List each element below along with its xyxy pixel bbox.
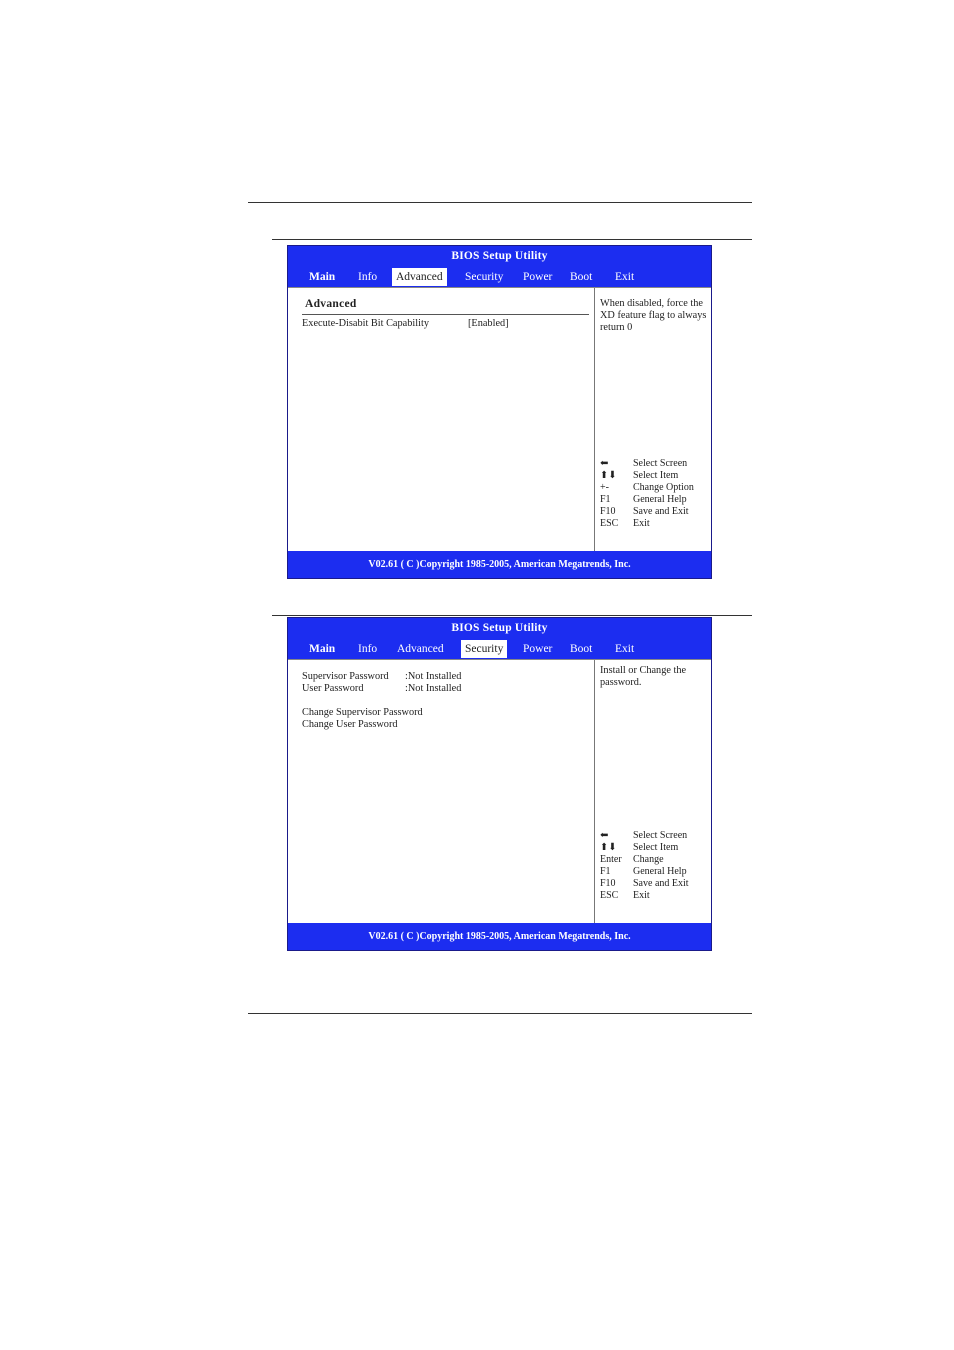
key-f10: F10 (600, 506, 616, 517)
key-esc: ESC (600, 890, 619, 901)
menu-tab-info[interactable]: Info (358, 271, 378, 283)
help-pane (595, 288, 711, 553)
figure-2-top-rule (272, 615, 752, 616)
bios-menu-bar (288, 639, 711, 659)
section-title: Advanced (305, 298, 357, 310)
help-text: When disabled, force the XD feature flag to always return 0 (600, 298, 707, 333)
bios-screen-security (287, 617, 712, 951)
menu-tab-main[interactable]: Main (309, 643, 336, 655)
page-footer-rule (248, 1013, 752, 1014)
key-f1: F1 (600, 866, 611, 877)
key-f1: F1 (600, 494, 611, 505)
status-label-supervisor-password: Supervisor Password (302, 671, 389, 682)
change-supervisor-password-item[interactable]: Change Supervisor Password (302, 707, 423, 718)
key-desc-select-screen: Select Screen (633, 830, 688, 841)
menu-tab-exit[interactable]: Exit (615, 271, 635, 283)
bios-copyright-footer: V02.61 ( C )Copyright 1985-2005, American Megatrends, Inc. (288, 551, 711, 578)
key-up-down-arrow-icon: ⬆⬇ (600, 470, 617, 481)
key-desc-save-exit: Save and Exit (633, 878, 689, 889)
key-desc-change-option: Change Option (633, 482, 694, 493)
help-text: Install or Change the password. (600, 665, 687, 688)
key-f10: F10 (600, 878, 616, 889)
key-plus-minus: +- (600, 482, 609, 493)
key-desc-select-item: Select Item (633, 470, 679, 481)
status-label-user-password: User Password (302, 683, 364, 694)
menu-tab-advanced[interactable]: Advanced (392, 268, 447, 286)
key-left-arrow-icon: ⬅ (600, 830, 609, 841)
menu-tab-boot[interactable]: Boot (570, 271, 593, 283)
menu-tab-advanced[interactable]: Advanced (397, 643, 444, 655)
menu-tab-exit[interactable]: Exit (615, 643, 635, 655)
section-divider (302, 314, 589, 315)
menu-tab-boot[interactable]: Boot (570, 643, 593, 655)
bios-screen-advanced (287, 245, 712, 579)
bios-content (288, 659, 711, 925)
bios-content (288, 287, 711, 553)
change-user-password-item[interactable]: Change User Password (302, 719, 398, 730)
key-desc-save-exit: Save and Exit (633, 506, 689, 517)
bios-menu-bar (288, 267, 711, 287)
menu-tab-power[interactable]: Power (523, 643, 553, 655)
key-up-down-arrow-icon: ⬆⬇ (600, 842, 617, 853)
help-pane (595, 660, 711, 925)
setting-label-execute-disable-bit[interactable]: Execute-Disabit Bit Capability (302, 318, 429, 329)
bios-title: BIOS Setup Utility (288, 618, 711, 639)
key-desc-general-help: General Help (633, 866, 687, 877)
settings-pane (288, 288, 595, 553)
key-desc-exit: Exit (633, 890, 650, 901)
settings-pane (288, 660, 595, 925)
menu-tab-security[interactable]: Security (465, 271, 504, 283)
bios-copyright-footer: V02.61 ( C )Copyright 1985-2005, American Megatrends, Inc. (288, 923, 711, 950)
key-desc-general-help: General Help (633, 494, 687, 505)
key-desc-select-screen: Select Screen (633, 458, 688, 469)
figure-1-top-rule (272, 239, 752, 240)
key-desc-change: Change (633, 854, 664, 865)
key-esc: ESC (600, 518, 619, 529)
setting-value-execute-disable-bit[interactable]: [Enabled] (468, 318, 509, 329)
menu-tab-power[interactable]: Power (523, 271, 553, 283)
menu-tab-info[interactable]: Info (358, 643, 378, 655)
status-value-supervisor-password: :Not Installed (405, 671, 462, 682)
key-desc-exit: Exit (633, 518, 650, 529)
menu-tab-security[interactable]: Security (461, 640, 507, 658)
key-left-arrow-icon: ⬅ (600, 458, 609, 469)
bios-title: BIOS Setup Utility (288, 246, 711, 267)
key-enter: Enter (600, 854, 622, 865)
status-value-user-password: :Not Installed (405, 683, 462, 694)
key-desc-select-item: Select Item (633, 842, 679, 853)
page-header-rule (248, 202, 752, 203)
menu-tab-main[interactable]: Main (309, 271, 336, 283)
